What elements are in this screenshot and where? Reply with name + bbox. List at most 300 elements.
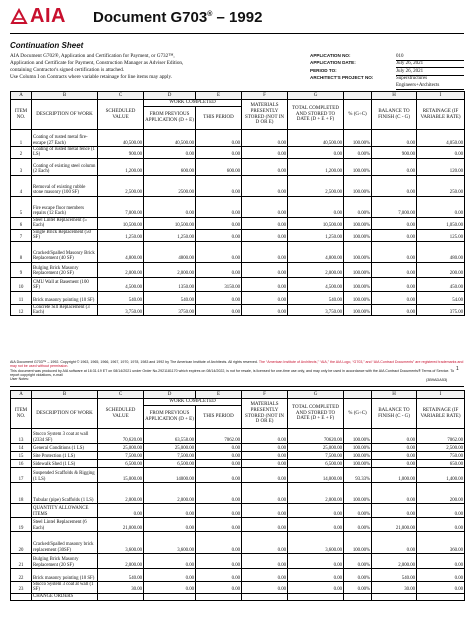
meta-label: PERIOD TO: bbox=[310, 67, 337, 73]
cell-i: 450.00 bbox=[417, 277, 465, 291]
cell-i: 480.00 bbox=[417, 241, 465, 262]
cell-h: 21,000.00 bbox=[372, 518, 417, 532]
cell-c: 1,250.00 bbox=[98, 229, 144, 241]
cell-f: 0.00 bbox=[242, 291, 288, 304]
table-row bbox=[11, 130, 465, 147]
cell-d: 6,500.00 bbox=[144, 460, 196, 468]
header-this-period: THIS PERIOD bbox=[196, 107, 242, 130]
cell-d: 3,600.00 bbox=[144, 532, 196, 554]
column-letter: A bbox=[11, 92, 32, 100]
cell-i: 250.00 bbox=[417, 175, 465, 196]
cell-c: 540.00 bbox=[98, 291, 144, 304]
cell-c: 40,500.00 bbox=[98, 130, 144, 147]
cell-no: 5 bbox=[11, 196, 32, 217]
cell-i: 54.00 bbox=[417, 291, 465, 304]
cell-f: 0.00 bbox=[242, 175, 288, 196]
cell-h bbox=[372, 593, 417, 600]
cell-no: 12 bbox=[11, 304, 32, 316]
cell-c: 900.00 bbox=[98, 147, 144, 159]
cell-no: 2 bbox=[11, 147, 32, 159]
header-from-previous: FROM PREVIOUS APPLICATION (D + E) bbox=[144, 406, 196, 429]
cell-no: 16 bbox=[11, 460, 32, 468]
table-row bbox=[11, 483, 465, 504]
cell-c: 2,000.00 bbox=[98, 262, 144, 277]
cell-desc: Single Brick Replacement (50 SF) bbox=[32, 229, 98, 241]
cell-g: 3,600.00 bbox=[288, 532, 344, 554]
cell-c: 540.00 bbox=[98, 569, 144, 582]
cell-i: 120.00 bbox=[417, 158, 465, 175]
cell-pct: 100.00% bbox=[344, 429, 372, 444]
cell-i: 2,500.00 bbox=[417, 444, 465, 452]
footer-user-notes: User Notes: bbox=[10, 377, 29, 382]
cell-pct: 0.00% bbox=[344, 582, 372, 594]
cell-h: 0.00 bbox=[372, 277, 417, 291]
header-balance-to-finish: BALANCE TO FINISH (C - G) bbox=[372, 399, 417, 429]
cell-h: 0.00 bbox=[372, 217, 417, 229]
cell-i: 125.00 bbox=[417, 229, 465, 241]
cell-e: 0.00 bbox=[196, 229, 242, 241]
cell-no: 1 bbox=[11, 130, 32, 147]
header-this-period: THIS PERIOD bbox=[196, 406, 242, 429]
cell-d: 1350.00 bbox=[144, 277, 196, 291]
column-letter: D bbox=[144, 391, 196, 399]
cell-i: 4,050.00 bbox=[417, 130, 465, 147]
cell-c: 6,500.00 bbox=[98, 460, 144, 468]
cell-h: 0.00 bbox=[372, 504, 417, 518]
cell-g: 0.00 bbox=[288, 196, 344, 217]
column-letter: E bbox=[196, 391, 242, 399]
cell-c: 25,000.00 bbox=[98, 444, 144, 452]
cell-i: 750.00 bbox=[417, 452, 465, 460]
brand-name: AIA bbox=[30, 5, 66, 27]
cell-d: 0.00 bbox=[144, 196, 196, 217]
header-from-previous: FROM PREVIOUS APPLICATION (D + E) bbox=[144, 107, 196, 130]
header-work-completed: WORK COMPLETED bbox=[144, 399, 242, 406]
cell-no: 19 bbox=[11, 518, 32, 532]
header-scheduled-value: SCHEDULED VALUE bbox=[98, 100, 144, 130]
document-title bbox=[93, 9, 262, 26]
cell-g: 0.00 bbox=[288, 569, 344, 582]
cell-desc: General Conditions (1 LS) bbox=[32, 444, 98, 452]
cell-d: 7,500.00 bbox=[144, 452, 196, 460]
column-letter: I bbox=[417, 391, 465, 399]
cell-pct: 100.00% bbox=[344, 158, 372, 175]
cell-pct: 100.00% bbox=[344, 262, 372, 277]
cell-e: 3150.00 bbox=[196, 277, 242, 291]
meta-value: July 26, 2021 bbox=[396, 60, 464, 68]
cell-d: 0.00 bbox=[144, 582, 196, 594]
cell-e: 0.00 bbox=[196, 582, 242, 594]
column-letter: I bbox=[417, 92, 465, 100]
cell-pct: 100.00% bbox=[344, 483, 372, 504]
header-row bbox=[11, 100, 465, 107]
cell-desc: Brick masonry pointing (10 SF) bbox=[32, 569, 98, 582]
document-title-text: Document G703 bbox=[93, 9, 208, 26]
cell-f bbox=[242, 593, 288, 600]
cell-g: 540.00 bbox=[288, 291, 344, 304]
cell-d: 0.00 bbox=[144, 504, 196, 518]
header-total-completed: TOTAL COMPLETED AND STORED TO DATE (D + E + F) bbox=[288, 399, 344, 429]
cell-e: 0.00 bbox=[196, 504, 242, 518]
cell-c: 2,500.00 bbox=[98, 175, 144, 196]
cell-g: 7,500.00 bbox=[288, 452, 344, 460]
cell-c: 0.00 bbox=[98, 504, 144, 518]
cell-h: 0.00 bbox=[372, 532, 417, 554]
cell-e: 0.00 bbox=[196, 532, 242, 554]
cell-f: 0.00 bbox=[242, 229, 288, 241]
cell-g: 6,500.00 bbox=[288, 460, 344, 468]
cell-h: 0.00 bbox=[372, 229, 417, 241]
cell-g: 2,500.00 bbox=[288, 175, 344, 196]
cell-no: 17 bbox=[11, 468, 32, 483]
header-percent: % (G÷C) bbox=[344, 399, 372, 429]
footer-trademark: The “American Institute of Architects,” “AIA,” the AIA Logo, “G703,” and “AIA Contract Documents” are registered trademarks and may not be used without permission. bbox=[10, 360, 464, 369]
cell-f: 0.00 bbox=[242, 241, 288, 262]
table-row bbox=[11, 217, 465, 229]
cell-f: 0.00 bbox=[242, 304, 288, 316]
cell-f: 0.00 bbox=[242, 460, 288, 468]
cell-desc: Fire escape floor members repairs (12 Each) bbox=[32, 196, 98, 217]
cell-f: 0.00 bbox=[242, 452, 288, 460]
table-row bbox=[11, 304, 465, 316]
continuation-table-page-2 bbox=[10, 390, 465, 601]
cell-d: 4800.00 bbox=[144, 241, 196, 262]
cell-f: 0.00 bbox=[242, 582, 288, 594]
cell-e: 0.00 bbox=[196, 518, 242, 532]
cell-no: 10 bbox=[11, 277, 32, 291]
meta-row-project-no bbox=[310, 75, 464, 89]
meta-row-application-date bbox=[310, 60, 464, 67]
cell-pct: 0.00% bbox=[344, 147, 372, 159]
cell-no: 20 bbox=[11, 532, 32, 554]
cell-h: 0.00 bbox=[372, 241, 417, 262]
cell-g: 0.00 bbox=[288, 147, 344, 159]
header-scheduled-value: SCHEDULED VALUE bbox=[98, 399, 144, 429]
cell-e: 0.00 bbox=[196, 196, 242, 217]
meta-value: Superstructures Engineers+Architects bbox=[396, 75, 464, 90]
cell-c: 4,800.00 bbox=[98, 241, 144, 262]
table-row bbox=[11, 554, 465, 569]
cell-i: 1,400.00 bbox=[417, 468, 465, 483]
document-title-year: – 1992 bbox=[212, 9, 263, 26]
cell-c: 1,200.00 bbox=[98, 158, 144, 175]
cell-f: 0.00 bbox=[242, 468, 288, 483]
table-row bbox=[11, 518, 465, 532]
cell-i: 1,050.00 bbox=[417, 217, 465, 229]
cell-i: 360.00 bbox=[417, 532, 465, 554]
table-row bbox=[11, 158, 465, 175]
cell-desc: Site Protection (1 LS) bbox=[32, 452, 98, 460]
cell-i: 375.00 bbox=[417, 304, 465, 316]
cell-no: 22 bbox=[11, 569, 32, 582]
cell-d: 25,000.00 bbox=[144, 444, 196, 452]
cell-c: 10,500.00 bbox=[98, 217, 144, 229]
cell-i: 7062.00 bbox=[417, 429, 465, 444]
cell-h: 0.00 bbox=[372, 444, 417, 452]
cell-h: 1,000.00 bbox=[372, 468, 417, 483]
cell-pct: 100.00% bbox=[344, 452, 372, 460]
column-letter: C bbox=[98, 92, 144, 100]
cell-g: 2,000.00 bbox=[288, 483, 344, 504]
cell-e: 600.00 bbox=[196, 158, 242, 175]
cell-d: 0.00 bbox=[144, 147, 196, 159]
header-description: DESCRIPTION OF WORK bbox=[32, 100, 98, 130]
column-letter: H bbox=[372, 92, 417, 100]
cell-e: 0.00 bbox=[196, 468, 242, 483]
continuation-table-page-1 bbox=[10, 91, 465, 316]
cell-h: 2,000.00 bbox=[372, 554, 417, 569]
cell-f: 0.00 bbox=[242, 158, 288, 175]
cell-h: 0.00 bbox=[372, 291, 417, 304]
table-row bbox=[11, 593, 465, 600]
cell-c: 2,000.00 bbox=[98, 483, 144, 504]
cell-pct bbox=[344, 593, 372, 600]
cell-h: 0.00 bbox=[372, 452, 417, 460]
cell-no bbox=[11, 593, 32, 600]
cell-g: 1,250.00 bbox=[288, 229, 344, 241]
cell-desc: QUANTITY ALLOWANCE ITEMS bbox=[32, 504, 98, 518]
cell-i: 0.00 bbox=[417, 554, 465, 569]
cell-h: 900.00 bbox=[372, 147, 417, 159]
table-row bbox=[11, 277, 465, 291]
column-letter bbox=[344, 92, 372, 100]
cell-desc: CHANGE ORDERS bbox=[32, 593, 98, 600]
cell-desc: Cracked/Spalled masonry brick replacement (30SF) bbox=[32, 532, 98, 554]
column-letter: F bbox=[242, 391, 288, 399]
table-row bbox=[11, 196, 465, 217]
column-letter: D bbox=[144, 92, 196, 100]
cell-d: 10,500.00 bbox=[144, 217, 196, 229]
table-row bbox=[11, 452, 465, 460]
cell-no: 9 bbox=[11, 262, 32, 277]
cell-pct: 100.00% bbox=[344, 444, 372, 452]
cell-i: 200.00 bbox=[417, 483, 465, 504]
cell-c: 7,000.00 bbox=[98, 196, 144, 217]
column-letter: G bbox=[288, 92, 344, 100]
meta-label: APPLICATION DATE: bbox=[310, 60, 356, 66]
cell-pct: 100.00% bbox=[344, 304, 372, 316]
cell-f: 0.00 bbox=[242, 518, 288, 532]
cell-no: 15 bbox=[11, 452, 32, 460]
cell-f: 0.00 bbox=[242, 569, 288, 582]
cell-i: 650.00 bbox=[417, 460, 465, 468]
header-total-completed: TOTAL COMPLETED AND STORED TO DATE (D + E + F) bbox=[288, 100, 344, 130]
intro-text bbox=[10, 53, 290, 81]
table-row bbox=[11, 262, 465, 277]
cell-c: 3,750.00 bbox=[98, 304, 144, 316]
cell-no: 4 bbox=[11, 175, 32, 196]
cell-pct: 100.00% bbox=[344, 291, 372, 304]
intro-line: Application and Certificate for Payment, Construction Manager as Adviser Edition, bbox=[10, 60, 184, 66]
column-letter: F bbox=[242, 92, 288, 100]
column-letter-row bbox=[11, 391, 465, 399]
cell-desc: Removal of existing rubble stone masonry (100 SF) bbox=[32, 175, 98, 196]
cell-d: 2500.00 bbox=[144, 175, 196, 196]
cell-f: 0.00 bbox=[242, 504, 288, 518]
cell-f: 0.00 bbox=[242, 130, 288, 147]
cell-pct: 0.00% bbox=[344, 554, 372, 569]
table-row bbox=[11, 429, 465, 444]
cell-h: 0.00 bbox=[372, 262, 417, 277]
cell-i: 0.00 bbox=[417, 504, 465, 518]
cell-desc: Stucco System 3 coat at wall (1 SF) bbox=[32, 582, 98, 594]
registered-mark: ® bbox=[207, 11, 213, 18]
cell-i: 0.00 bbox=[417, 147, 465, 159]
column-letter: G bbox=[288, 391, 344, 399]
cell-desc: Coating of existing steel column (2 Each) bbox=[32, 158, 98, 175]
cell-g: 4,800.00 bbox=[288, 241, 344, 262]
cell-g: 4,500.00 bbox=[288, 277, 344, 291]
cell-i: 200.00 bbox=[417, 262, 465, 277]
cell-desc: Concrete Sill Replacement (3 Each) bbox=[32, 304, 98, 316]
intro-line: Use Column I on Contracts where variable retainage for line items may apply. bbox=[10, 74, 173, 80]
meta-label: APPLICATION NO: bbox=[310, 53, 351, 58]
cell-i: 0.00 bbox=[417, 518, 465, 532]
cell-h: 0.00 bbox=[372, 460, 417, 468]
cell-f: 0.00 bbox=[242, 262, 288, 277]
cell-e: 0.00 bbox=[196, 460, 242, 468]
cell-g: 14,000.00 bbox=[288, 468, 344, 483]
cell-h: 540.00 bbox=[372, 569, 417, 582]
cell-e: 0.00 bbox=[196, 304, 242, 316]
cell-g: 10,500.00 bbox=[288, 217, 344, 229]
table-body-page-1 bbox=[11, 130, 465, 316]
cell-no: 8 bbox=[11, 241, 32, 262]
cell-no: 6 bbox=[11, 217, 32, 229]
cell-h: 30.00 bbox=[372, 582, 417, 594]
cell-d: 14000.00 bbox=[144, 468, 196, 483]
header-row bbox=[11, 399, 465, 406]
cell-c: 2,000.00 bbox=[98, 554, 144, 569]
cell-e: 0.00 bbox=[196, 147, 242, 159]
header-materials-stored: MATERIALS PRESENTLY STORED (NOT IN D OR E) bbox=[242, 399, 288, 429]
meta-value: July 26, 2021 bbox=[396, 68, 464, 76]
cell-d: 540.00 bbox=[144, 291, 196, 304]
cell-i: 0.00 bbox=[417, 196, 465, 217]
column-letter: H bbox=[372, 391, 417, 399]
cell-i bbox=[417, 593, 465, 600]
cell-h: 0.00 bbox=[372, 304, 417, 316]
header-materials-stored: MATERIALS PRESENTLY STORED (NOT IN D OR E) bbox=[242, 100, 288, 130]
aia-logo-icon bbox=[10, 8, 28, 24]
cell-d: 1,250.00 bbox=[144, 229, 196, 241]
cell-g: 3,750.00 bbox=[288, 304, 344, 316]
cell-desc: Bulging Brick Masonry Replacement (20 SF) bbox=[32, 262, 98, 277]
cell-e: 0.00 bbox=[196, 554, 242, 569]
cell-g: 2,000.00 bbox=[288, 262, 344, 277]
header-work-completed: WORK COMPLETED bbox=[144, 100, 242, 107]
cell-pct: 100.00% bbox=[344, 217, 372, 229]
cell-c: 15,000.00 bbox=[98, 468, 144, 483]
cell-desc: Brick masonry pointing (10 SF) bbox=[32, 291, 98, 304]
page-number: 1 bbox=[456, 366, 459, 372]
cell-e: 0.00 bbox=[196, 262, 242, 277]
column-letter: A bbox=[11, 391, 32, 399]
cell-g: 1,200.00 bbox=[288, 158, 344, 175]
table-row bbox=[11, 444, 465, 452]
cell-h: 0.00 bbox=[372, 130, 417, 147]
cell-c bbox=[98, 593, 144, 600]
column-letter bbox=[344, 391, 372, 399]
cell-c: 3,600.00 bbox=[98, 532, 144, 554]
cell-pct: 100.00% bbox=[344, 175, 372, 196]
cell-d: 2,000.00 bbox=[144, 262, 196, 277]
cell-d: 0.00 bbox=[144, 554, 196, 569]
cell-d: 63,558.00 bbox=[144, 429, 196, 444]
cell-g: 70620.00 bbox=[288, 429, 344, 444]
column-letter: C bbox=[98, 391, 144, 399]
cell-desc: CMU Wall at Basement (100 SF) bbox=[32, 277, 98, 291]
meta-row-period-to bbox=[310, 68, 464, 75]
cell-no: 18 bbox=[11, 483, 32, 504]
cell-f: 0.00 bbox=[242, 217, 288, 229]
cell-d: 2,000.00 bbox=[144, 483, 196, 504]
cell-desc: Cracked/Spalled Masonry Brick Replacement (40 SF) bbox=[32, 241, 98, 262]
cell-e: 0.00 bbox=[196, 130, 242, 147]
cell-pct: 100.00% bbox=[344, 130, 372, 147]
header-item-no: ITEM NO. bbox=[11, 399, 32, 429]
table-row bbox=[11, 175, 465, 196]
cell-f: 0.00 bbox=[242, 196, 288, 217]
cell-f: 0.00 bbox=[242, 444, 288, 452]
cell-h: 0.00 bbox=[372, 175, 417, 196]
cell-e: 0.00 bbox=[196, 291, 242, 304]
document-code: (3B9ADA53) bbox=[426, 378, 448, 382]
cell-g bbox=[288, 593, 344, 600]
table-row bbox=[11, 504, 465, 518]
cell-h: 0.00 bbox=[372, 429, 417, 444]
cell-e: 0.00 bbox=[196, 444, 242, 452]
cell-no: 14 bbox=[11, 444, 32, 452]
cell-d: 3750.00 bbox=[144, 304, 196, 316]
cell-h: 7,000.00 bbox=[372, 196, 417, 217]
column-letter: B bbox=[32, 92, 98, 100]
cell-e: 0.00 bbox=[196, 217, 242, 229]
table-row bbox=[11, 569, 465, 582]
cell-e: 0.00 bbox=[196, 452, 242, 460]
cell-h: 0.00 bbox=[372, 158, 417, 175]
cell-pct: 0.00% bbox=[344, 504, 372, 518]
cell-g: 25,000.00 bbox=[288, 444, 344, 452]
table-row bbox=[11, 229, 465, 241]
project-meta bbox=[310, 53, 464, 89]
cell-c: 30.00 bbox=[98, 582, 144, 594]
cell-no bbox=[11, 504, 32, 518]
header-description: DESCRIPTION OF WORK bbox=[32, 399, 98, 429]
meta-label: ARCHITECT'S PROJECT NO: bbox=[310, 74, 374, 80]
header-retainage: RETAINAGE (IF VARIABLE RATE) bbox=[417, 100, 465, 130]
cell-e bbox=[196, 593, 242, 600]
copyright-footer bbox=[10, 360, 464, 381]
cell-f: 0.00 bbox=[242, 532, 288, 554]
cell-desc: Tubular (pipe) Scaffolds (1 LS) bbox=[32, 483, 98, 504]
page-break-rule bbox=[10, 386, 464, 387]
table-row bbox=[11, 460, 465, 468]
cell-c: 21,000.00 bbox=[98, 518, 144, 532]
cell-f: 0.00 bbox=[242, 554, 288, 569]
cell-e: 0.00 bbox=[196, 241, 242, 262]
cell-no: 11 bbox=[11, 291, 32, 304]
meta-value: 010 bbox=[396, 53, 464, 61]
cell-pct: 0.00% bbox=[344, 569, 372, 582]
cell-desc: Suspended Scaffolds & Rigging (1 LS) bbox=[32, 468, 98, 483]
cell-pct: 93.33% bbox=[344, 468, 372, 483]
table-row bbox=[11, 147, 465, 159]
cell-desc: Bulging Brick Masonry Replacement (20 SF) bbox=[32, 554, 98, 569]
table-row bbox=[11, 532, 465, 554]
cell-e: 7062.00 bbox=[196, 429, 242, 444]
cell-pct: 100.00% bbox=[344, 532, 372, 554]
